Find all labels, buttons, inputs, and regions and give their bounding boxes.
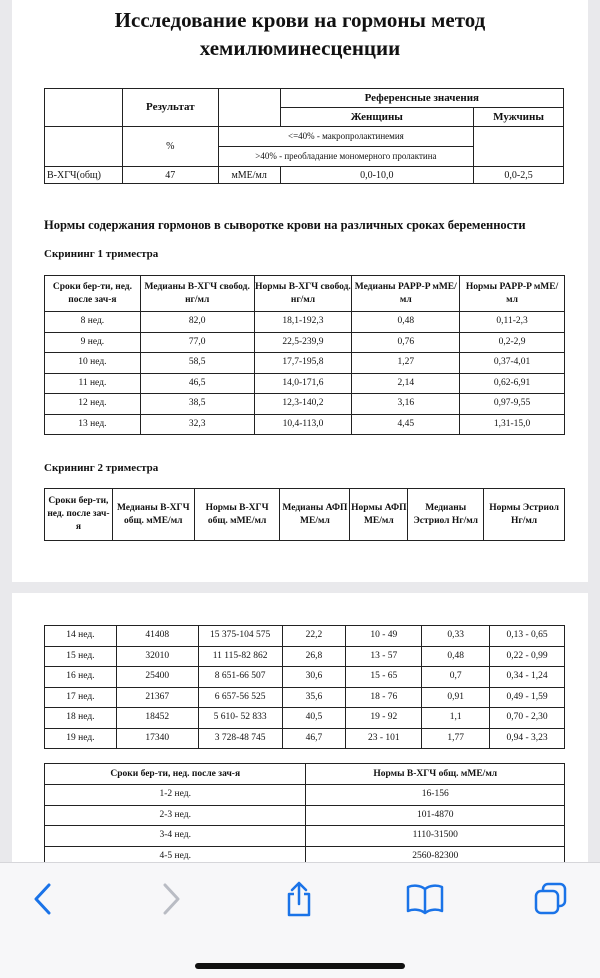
cell: 14,0-171,6 bbox=[254, 373, 352, 394]
table-row bbox=[45, 626, 565, 647]
cell: 40,5 bbox=[282, 708, 346, 729]
cell: 12 нед. bbox=[45, 394, 141, 415]
col-header: Медианы В-ХГЧ свобод. нг/мл bbox=[140, 276, 254, 312]
table-row bbox=[45, 312, 565, 333]
cell: 26,8 bbox=[282, 646, 346, 667]
table-row bbox=[45, 414, 565, 435]
cell: 101-4870 bbox=[306, 805, 565, 826]
cell: 32,3 bbox=[140, 414, 254, 435]
bookmarks-button[interactable] bbox=[400, 877, 450, 921]
table-row bbox=[45, 394, 565, 415]
cell: 5 610- 52 833 bbox=[198, 708, 282, 729]
screening-1-title: Скрининг 1 триместра bbox=[44, 248, 159, 260]
cell: 2560-82300 bbox=[306, 846, 565, 863]
screening-2-title: Скрининг 2 триместра bbox=[44, 462, 159, 474]
cell: 23 - 101 bbox=[346, 728, 422, 749]
cell: 1,1 bbox=[422, 708, 490, 729]
cell: 12,3-140,2 bbox=[254, 394, 352, 415]
cell: 9 нед. bbox=[45, 332, 141, 353]
cell: 15 - 65 bbox=[346, 667, 422, 688]
table-row bbox=[45, 353, 565, 374]
women-header: Женщины bbox=[280, 108, 474, 127]
result-header: Результат bbox=[122, 89, 218, 127]
cell: 82,0 bbox=[140, 312, 254, 333]
document-page-1 bbox=[12, 0, 588, 582]
cell: 0,33 bbox=[422, 626, 490, 647]
cell: 25400 bbox=[116, 667, 198, 688]
ref-values-header: Референсные значения bbox=[280, 89, 563, 108]
cell: 3,16 bbox=[352, 394, 460, 415]
cell: 77,0 bbox=[140, 332, 254, 353]
cell: 0,13 - 0,65 bbox=[490, 626, 565, 647]
section-heading-norms: Нормы содержания гормонов в сыворотке крови на различных сроках беременности bbox=[44, 218, 526, 232]
cell: 0,2-2,9 bbox=[460, 332, 565, 353]
cell: 0,48 bbox=[352, 312, 460, 333]
cell: 0,11-2,3 bbox=[460, 312, 565, 333]
col-header: Сроки бер-ти, нед. после зач-я bbox=[45, 489, 113, 541]
cell: 0,91 bbox=[422, 687, 490, 708]
col-header: Сроки бер-ти, нед. после зач-я bbox=[45, 764, 306, 785]
cell: 0,62-6,91 bbox=[460, 373, 565, 394]
cell: 0,7 bbox=[422, 667, 490, 688]
table-row bbox=[45, 846, 565, 863]
cell: 4-5 нед. bbox=[45, 846, 306, 863]
note-monomeric: >40% - преобладание мономерного пролактина bbox=[218, 147, 473, 167]
cell: 3-4 нед. bbox=[45, 826, 306, 847]
back-button[interactable] bbox=[18, 877, 68, 921]
cell: 1-2 нед. bbox=[45, 785, 306, 806]
col-header: Нормы АФП МЕ/мл bbox=[350, 489, 408, 541]
men-header: Мужчины bbox=[474, 108, 564, 127]
table-row bbox=[45, 805, 565, 826]
share-button[interactable] bbox=[274, 877, 324, 921]
cell: 10,4-113,0 bbox=[254, 414, 352, 435]
cell: 30,6 bbox=[282, 667, 346, 688]
cell: 11 115-82 862 bbox=[198, 646, 282, 667]
cell: 1,31-15,0 bbox=[460, 414, 565, 435]
table-row bbox=[45, 728, 565, 749]
cell: 19 нед. bbox=[45, 728, 117, 749]
screening-2-data-table bbox=[44, 625, 565, 749]
percent-unit: % bbox=[122, 127, 218, 167]
cell: 15 375-104 575 bbox=[198, 626, 282, 647]
cell: 21367 bbox=[116, 687, 198, 708]
screening-2-header-table bbox=[44, 488, 565, 541]
col-header: Нормы PAPP-P мМЕ/мл bbox=[460, 276, 565, 312]
cell: 8 651-66 507 bbox=[198, 667, 282, 688]
cell: 18452 bbox=[116, 708, 198, 729]
hormone-name: В-ХГЧ(общ) bbox=[45, 167, 123, 184]
note-macroprolactinemia: <=40% - макропролактинемия bbox=[218, 127, 473, 147]
col-header: Медианы PAPP-P мМЕ/мл bbox=[352, 276, 460, 312]
col-header: Нормы Эстриол Нг/мл bbox=[484, 489, 565, 541]
col-header: Нормы В-ХГЧ общ. мМЕ/мл bbox=[194, 489, 280, 541]
col-header: Нормы В-ХГЧ общ. мМЕ/мл bbox=[306, 764, 565, 785]
col-header: Медианы АФП МЕ/мл bbox=[280, 489, 350, 541]
chevron-left-icon bbox=[32, 882, 54, 916]
cell: 17340 bbox=[116, 728, 198, 749]
cell: 19 - 92 bbox=[346, 708, 422, 729]
title-line-2: хемилюминесценции bbox=[199, 36, 401, 60]
cell: 0,48 bbox=[422, 646, 490, 667]
cell: 41408 bbox=[116, 626, 198, 647]
cell: 0,94 - 3,23 bbox=[490, 728, 565, 749]
cell: 13 - 57 bbox=[346, 646, 422, 667]
cell: 1110-31500 bbox=[306, 826, 565, 847]
table-row bbox=[45, 167, 564, 184]
cell: 17 нед. bbox=[45, 687, 117, 708]
screening-2-header-row bbox=[45, 489, 565, 541]
cell: 0,34 - 1,24 bbox=[490, 667, 565, 688]
table-row bbox=[45, 332, 565, 353]
cell: 35,6 bbox=[282, 687, 346, 708]
screening-1-header-row bbox=[45, 276, 565, 312]
cell: 0,22 - 0,99 bbox=[490, 646, 565, 667]
cell: 16-156 bbox=[306, 785, 565, 806]
share-icon bbox=[284, 880, 314, 918]
cell: 17,7-195,8 bbox=[254, 353, 352, 374]
cell: 1,27 bbox=[352, 353, 460, 374]
cell: 1,77 bbox=[422, 728, 490, 749]
cell: 18 - 76 bbox=[346, 687, 422, 708]
title-line-1: Исследование крови на гормоны метод bbox=[114, 8, 486, 32]
cell: 0,97-9,55 bbox=[460, 394, 565, 415]
col-header: Медианы В-ХГЧ общ. мМЕ/мл bbox=[112, 489, 194, 541]
tabs-icon bbox=[533, 881, 569, 917]
cell: 46,7 bbox=[282, 728, 346, 749]
cell: 8 нед. bbox=[45, 312, 141, 333]
table-row bbox=[45, 667, 565, 688]
col-header: Сроки бер-ти, нед. после зач-я bbox=[45, 276, 141, 312]
women-range: 0,0-10,0 bbox=[280, 167, 474, 184]
reference-table bbox=[44, 88, 564, 184]
cell: 14 нед. bbox=[45, 626, 117, 647]
cell: 10 - 49 bbox=[346, 626, 422, 647]
cell: 0,49 - 1,59 bbox=[490, 687, 565, 708]
cell: 15 нед. bbox=[45, 646, 117, 667]
cell: 18 нед. bbox=[45, 708, 117, 729]
cell: 10 нед. bbox=[45, 353, 141, 374]
cell: 6 657-56 525 bbox=[198, 687, 282, 708]
cell: 13 нед. bbox=[45, 414, 141, 435]
browser-toolbar bbox=[0, 862, 600, 978]
screening-1-table bbox=[44, 275, 565, 435]
cell: 18,1-192,3 bbox=[254, 312, 352, 333]
home-indicator[interactable] bbox=[195, 963, 405, 969]
table-row bbox=[45, 708, 565, 729]
chevron-right-icon bbox=[160, 882, 182, 916]
hcg-header-row bbox=[45, 764, 565, 785]
table-row bbox=[45, 826, 565, 847]
table-row bbox=[45, 687, 565, 708]
cell: 46,5 bbox=[140, 373, 254, 394]
page-title bbox=[12, 0, 588, 62]
col-header: Медианы Эстриол Нг/мл bbox=[408, 489, 484, 541]
cell: 3 728-48 745 bbox=[198, 728, 282, 749]
tabs-button[interactable] bbox=[526, 877, 576, 921]
table-row bbox=[45, 373, 565, 394]
cell: 2-3 нед. bbox=[45, 805, 306, 826]
cell: 0,70 - 2,30 bbox=[490, 708, 565, 729]
cell: 0,37-4,01 bbox=[460, 353, 565, 374]
hcg-norms-table bbox=[44, 763, 565, 863]
col-header: Нормы В-ХГЧ свобод. нг/мл bbox=[254, 276, 352, 312]
cell: 32010 bbox=[116, 646, 198, 667]
cell: 16 нед. bbox=[45, 667, 117, 688]
cell: 11 нед. bbox=[45, 373, 141, 394]
men-range: 0,0-2,5 bbox=[474, 167, 564, 184]
cell: 2,14 bbox=[352, 373, 460, 394]
book-icon bbox=[405, 883, 445, 915]
forward-button[interactable] bbox=[146, 877, 196, 921]
document-page-2 bbox=[12, 593, 588, 863]
cell: 4,45 bbox=[352, 414, 460, 435]
cell: 0,76 bbox=[352, 332, 460, 353]
cell: 58,5 bbox=[140, 353, 254, 374]
table-row bbox=[45, 646, 565, 667]
table-row bbox=[45, 785, 565, 806]
cell: 38,5 bbox=[140, 394, 254, 415]
cell: 22,5-239,9 bbox=[254, 332, 352, 353]
result-value: 47 bbox=[122, 167, 218, 184]
cell: 22,2 bbox=[282, 626, 346, 647]
unit: мМЕ/мл bbox=[218, 167, 280, 184]
